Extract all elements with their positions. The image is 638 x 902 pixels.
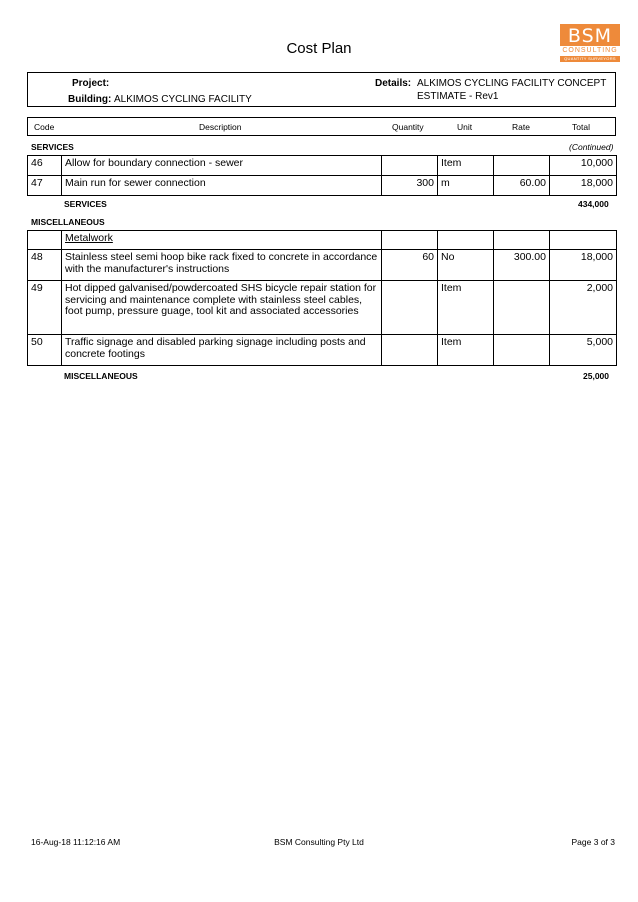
row-quantity: [382, 281, 438, 335]
row-rate: 60.00: [494, 176, 550, 196]
company-logo: [560, 24, 620, 62]
project-label: Project:: [72, 78, 110, 89]
services-subtotal-label: SERVICES: [64, 199, 107, 209]
row-code: [28, 231, 62, 250]
section-title-services: SERVICES: [31, 142, 74, 152]
project-info-box: [27, 72, 616, 107]
misc-subtotal-label: MISCELLANEOUS: [64, 371, 138, 381]
logo-consulting-text: CONSULTING: [562, 47, 618, 54]
row-code: 48: [28, 250, 62, 281]
row-code: 50: [28, 335, 62, 366]
row-description: Stainless steel semi hoop bike rack fixed to concrete in accordance with the manufacturer's instructions: [62, 250, 382, 281]
misc-subtotal-value: 25,000: [583, 371, 609, 381]
row-total: 18,000: [550, 176, 617, 196]
col-rate: Rate: [512, 122, 530, 132]
table-row: [28, 231, 617, 250]
row-rate: 300.00: [494, 250, 550, 281]
table-row: [28, 335, 617, 366]
table-row: [28, 281, 617, 335]
col-unit: Unit: [457, 122, 473, 132]
details-line1: ALKIMOS CYCLING FACILITY CONCEPT: [417, 78, 607, 89]
row-quantity: [382, 156, 438, 176]
row-unit: Item: [438, 156, 494, 176]
row-total: 10,000: [550, 156, 617, 176]
footer-timestamp: 16-Aug-18 11:12:16 AM: [31, 837, 121, 847]
details-line2: ESTIMATE - Rev1: [417, 91, 499, 102]
row-unit: Item: [438, 281, 494, 335]
row-quantity: 300: [382, 176, 438, 196]
details-label: Details:: [375, 78, 412, 89]
row-rate: [494, 335, 550, 366]
building-value: ALKIMOS CYCLING FACILITY: [114, 94, 252, 105]
row-rate: [494, 156, 550, 176]
continued-label: (Continued): [569, 142, 614, 152]
page-title: Cost Plan: [286, 40, 352, 57]
table-row: [28, 176, 617, 196]
row-description: Main run for sewer connection: [62, 176, 382, 196]
row-total: 2,000: [550, 281, 617, 335]
services-table: [27, 155, 617, 196]
footer-page-number: Page 3 of 3: [571, 837, 615, 847]
misc-table: [27, 230, 617, 366]
row-quantity: [382, 335, 438, 366]
metalwork-heading: Metalwork: [65, 232, 113, 244]
row-rate: [494, 281, 550, 335]
services-subtotal-value: 434,000: [578, 199, 609, 209]
row-code: 47: [28, 176, 62, 196]
row-description: Hot dipped galvanised/powdercoated SHS bicycle repair station for servicing and maintenance complete with stainless steel cables, foot pump, pressure guage, tool kit and associated accessories: [62, 281, 382, 335]
row-unit: m: [438, 176, 494, 196]
logo-mark: [560, 24, 620, 46]
col-code: Code: [34, 122, 55, 132]
row-total: 18,000: [550, 250, 617, 281]
row-total: 5,000: [550, 335, 617, 366]
section-title-misc: MISCELLANEOUS: [31, 217, 105, 227]
row-description: Traffic signage and disabled parking signage including posts and concrete footings: [62, 335, 382, 366]
row-quantity: 60: [382, 250, 438, 281]
col-quantity: Quantity: [392, 122, 424, 132]
column-header-row: [27, 117, 616, 136]
logo-mark-text: BSM: [567, 25, 613, 47]
table-row: [28, 250, 617, 281]
building-label: Building:: [68, 94, 112, 105]
logo-qs-text: QUANTITY SURVEYORS: [560, 56, 620, 62]
table-row: [28, 156, 617, 176]
col-description: Description: [199, 122, 242, 132]
col-total: Total: [572, 122, 590, 132]
row-code: 49: [28, 281, 62, 335]
footer-company: BSM Consulting Pty Ltd: [274, 837, 364, 847]
row-code: 46: [28, 156, 62, 176]
row-description: Allow for boundary connection - sewer: [62, 156, 382, 176]
row-unit: No: [438, 250, 494, 281]
row-unit: Item: [438, 335, 494, 366]
